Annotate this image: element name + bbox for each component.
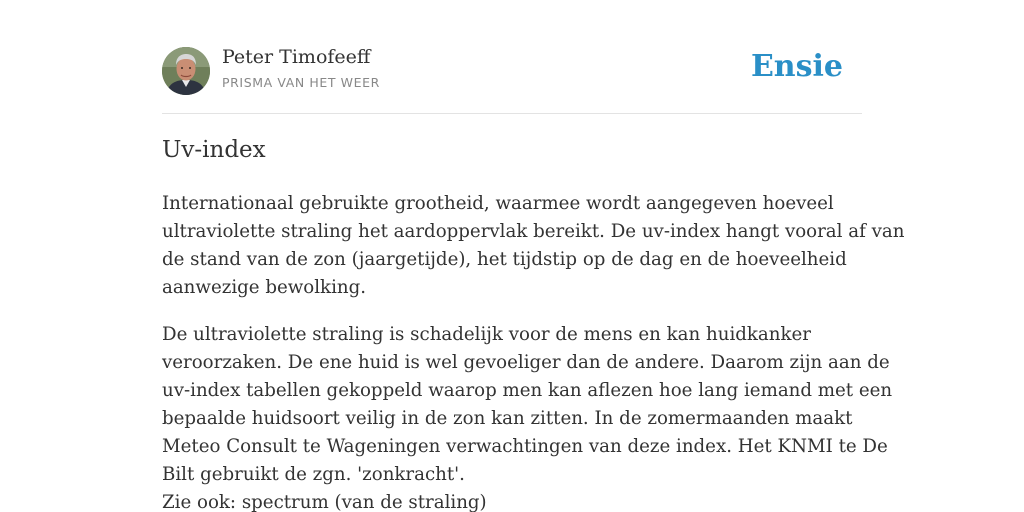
see-also-line bbox=[162, 489, 862, 512]
paragraph-2 bbox=[162, 321, 893, 512]
header-divider bbox=[162, 113, 862, 114]
paragraph-line: Bilt gebruikt de zgn. 'zonkracht'. bbox=[162, 464, 465, 485]
author-name[interactable]: Peter Timofeeff bbox=[222, 46, 371, 68]
paragraph-line: de stand van de zon (jaargetijde), het tijdstip op de dag en de hoeveelheid bbox=[162, 249, 847, 270]
ensie-logo[interactable]: Ensie bbox=[750, 49, 843, 84]
article-header bbox=[162, 46, 862, 96]
author-avatar-image bbox=[162, 47, 210, 95]
paragraph-line: veroorzaken. De ene huid is wel gevoeliger dan de andere. Daarom zijn aan de bbox=[162, 352, 890, 373]
page-title: Uv-index bbox=[162, 137, 266, 163]
see-also-prefix: Zie ook: bbox=[162, 492, 242, 512]
see-also-link[interactable]: spectrum (van de straling) bbox=[241, 492, 487, 512]
article-body bbox=[162, 190, 905, 512]
author-avatar[interactable] bbox=[162, 47, 210, 95]
paragraph-line: Internationaal gebruikte grootheid, waarmee wordt aangegeven hoeveel bbox=[162, 193, 834, 214]
paragraph-line: bepaalde huidsoort veilig in de zon kan zitten. In de zomermaanden maakt bbox=[162, 408, 853, 429]
paragraph-line: uv-index tabellen gekoppeld waarop men kan aflezen hoe lang iemand met een bbox=[162, 380, 893, 401]
paragraph-line: aanwezige bewolking. bbox=[162, 277, 367, 298]
paragraph-1 bbox=[162, 190, 905, 302]
paragraph-line: ultraviolette straling het aardoppervlak bereikt. De uv-index hangt vooral af van bbox=[162, 221, 905, 242]
source-book[interactable]: PRISMA VAN HET WEER bbox=[222, 75, 380, 90]
paragraph-line: De ultraviolette straling is schadelijk voor de mens en kan huidkanker bbox=[162, 324, 811, 345]
paragraph-line: Meteo Consult te Wageningen verwachtingen van deze index. Het KNMI te De bbox=[162, 436, 888, 457]
